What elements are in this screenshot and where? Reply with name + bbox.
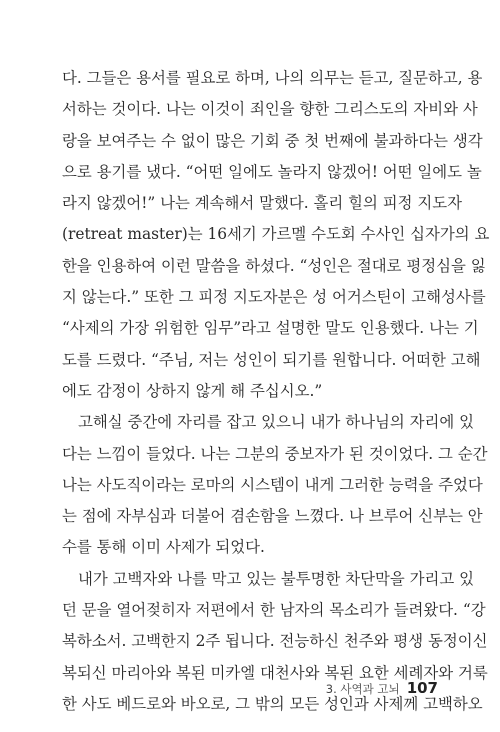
- text-line: 한 사도 베드로와 바오로, 그 밖의 모든 성인과 사제께 고백하오: [62, 694, 483, 713]
- chapter-title: 3. 사역과 고뇌: [325, 682, 400, 696]
- text-line: 던 문을 열어젖히자 저편에서 한 남자의 목소리가 들려왔다. “강: [62, 601, 486, 620]
- text-line: 나는 사도직이라는 로마의 시스템이 내게 그러한 능력을 주었다: [62, 475, 483, 494]
- text-line: 지 않는다.” 또한 그 피정 지도자분은 성 어거스틴이 고해성사를: [62, 288, 486, 307]
- text-line: (retreat master)는 16세기 가르멜 수도회 수사인 십자가의 요: [62, 225, 490, 244]
- text-line: 고해실 중간에 자리를 잡고 있으니 내가 하나님의 자리에 있: [78, 413, 474, 432]
- text-line: 라지 않겠어!” 나는 계속해서 말했다. 홀리 힐의 피정 지도자: [62, 194, 463, 213]
- page-number: 107: [406, 679, 438, 697]
- page-footer: [326, 678, 438, 697]
- text-line: 는 점에 자부심과 더불어 겸손함을 느꼈다. 나 브루어 신부는 안: [62, 507, 483, 526]
- text-line: “사제의 가장 위험한 임무”라고 설명한 말도 인용했다. 나는 기: [62, 319, 479, 338]
- text-line: 에도 감정이 상하지 않게 해 주십시오.”: [62, 381, 323, 400]
- text-line: 도를 드렸다. “주님, 저는 성인이 되기를 원합니다. 어떠한 고해: [62, 350, 481, 369]
- text-line: 한을 인용하여 이런 말씀을 하셨다. “성인은 절대로 평정심을 잃: [62, 256, 486, 275]
- body-text: [62, 63, 490, 720]
- text-line: 다는 느낌이 들었다. 나는 그분의 중보자가 된 것이었다. 그 순간: [62, 444, 488, 463]
- text-line: 복되신 마리아와 복된 미카엘 대천사와 복된 요한 세례자와 거룩: [62, 663, 488, 682]
- text-line: 서하는 것이다. 나는 이것이 죄인을 향한 그리스도의 자비와 사: [62, 100, 478, 119]
- text-line: 내가 고백자와 나를 막고 있는 불투명한 차단막을 가리고 있: [78, 569, 474, 588]
- text-line: 랑을 보여주는 수 없이 많은 기회 중 첫 번째에 불과하다는 생각: [62, 131, 483, 150]
- text-line: 으로 용기를 냈다. “어떤 일에도 놀라지 않겠어! 어떤 일에도 놀: [62, 162, 482, 181]
- text-line: 복하소서. 고백한지 2주 됩니다. 전능하신 천주와 평생 동정이신: [62, 632, 488, 651]
- text-line: 다. 그들은 용서를 필요로 하며, 나의 의무는 듣고, 질문하고, 용: [62, 69, 483, 87]
- text-line: 수를 통해 이미 사제가 되었다.: [62, 538, 265, 557]
